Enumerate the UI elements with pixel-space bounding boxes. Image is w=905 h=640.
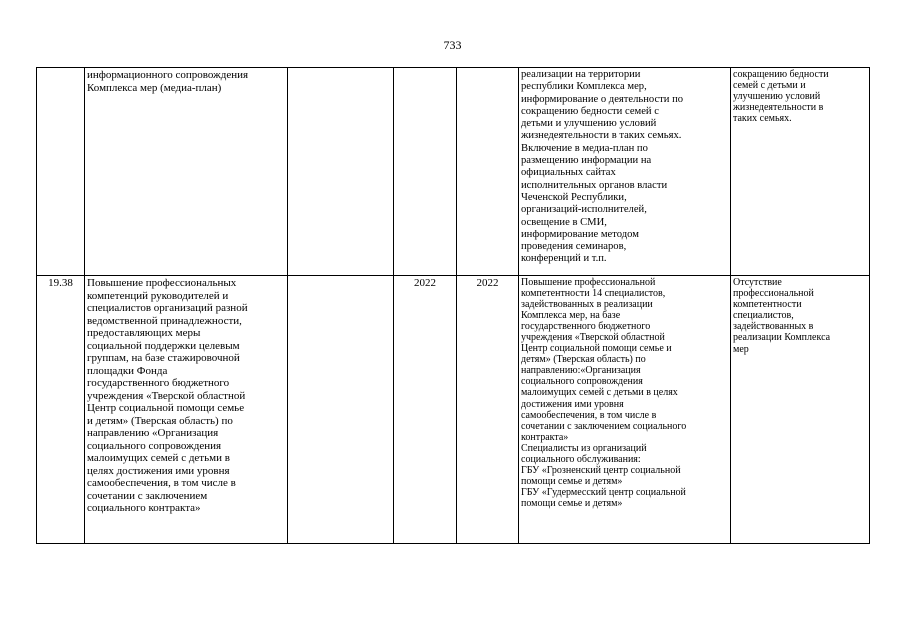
text-line: улучшению условий xyxy=(733,91,821,103)
row-number-cell: 19.38 xyxy=(37,276,85,544)
text-line: Повышение профессиональной xyxy=(521,277,656,288)
text-line: Повышение профессиональных xyxy=(87,277,237,289)
problem-cell xyxy=(731,276,870,544)
text-line: Чеченской Республики, xyxy=(521,191,627,203)
text-line: социального контракта» xyxy=(87,502,201,514)
text-line: семей с детьми и xyxy=(733,80,806,92)
text-line: таких семьях. xyxy=(733,113,792,125)
text-line: задействованных в реализации xyxy=(521,299,653,311)
result-cell xyxy=(519,68,731,276)
text-line: ГБУ «Грозненский центр социальной xyxy=(521,464,681,476)
text-line: контракта» xyxy=(521,431,569,443)
text-line: информирование методом xyxy=(521,228,639,240)
text-line: Комплекса мер, на базе xyxy=(521,310,621,322)
table-row xyxy=(37,276,870,544)
measures-table xyxy=(36,67,870,544)
text-line: реализации на территории xyxy=(521,69,641,80)
text-line: самообеспечения, в том числе в xyxy=(521,409,657,421)
blank-cell xyxy=(288,276,394,544)
text-line: социального обслуживания: xyxy=(521,453,641,465)
problem-cell xyxy=(731,68,870,276)
row-number-cell xyxy=(37,68,85,276)
text-line: жизнедеятельности в таких семьях. xyxy=(521,130,682,142)
text-line: направлению «Организация xyxy=(87,427,219,439)
text-line: размещению информации на xyxy=(521,155,652,167)
text-line: мер xyxy=(733,343,749,355)
text-line: сокращению бедности семей с xyxy=(521,105,659,117)
text-line: республики Комплекса мер, xyxy=(521,81,647,93)
text-line: государственного бюджетного xyxy=(521,321,651,333)
text-line: специалистов организаций разной xyxy=(87,302,248,314)
description-cell xyxy=(85,68,288,276)
text-line: учреждения «Тверской областной xyxy=(87,389,246,402)
text-line: целях достижения ими уровня xyxy=(87,464,230,477)
text-line: детьми и улучшению условий xyxy=(521,118,657,130)
start-year-cell xyxy=(394,68,457,276)
page-number: 733 xyxy=(443,38,462,52)
text-line: группам, на базе стажировочной xyxy=(87,352,240,364)
start-year-cell: 2022 xyxy=(394,276,457,544)
text-line: социального сопровождения xyxy=(87,439,222,452)
text-line: социальной поддержки целевым xyxy=(87,339,240,352)
text-line: компетентности 14 специалистов, xyxy=(521,288,666,300)
text-line: государственного бюджетного xyxy=(87,377,230,389)
text-line: ведомственной принадлежности, xyxy=(87,314,242,327)
text-line: малоимущих семей с детьми в целях xyxy=(521,387,678,399)
blank-cell xyxy=(288,68,394,276)
text-line: информационного сопровождения xyxy=(87,69,249,81)
text-line: социального сопровождения xyxy=(521,376,643,388)
end-year-cell xyxy=(457,68,519,276)
text-line: Специалисты из организаций xyxy=(521,442,647,454)
text-line: компетентности xyxy=(733,299,802,311)
text-line: площадки Фонда xyxy=(87,364,168,377)
text-line: сокращению бедности xyxy=(733,69,829,80)
text-line: задействованных в xyxy=(733,321,814,333)
text-line: Комплекса мер (медиа-план) xyxy=(87,81,222,94)
text-line: специалистов, xyxy=(733,310,794,322)
text-line: предоставляющих меры xyxy=(87,327,201,339)
text-line: информирование о деятельности по xyxy=(521,93,684,105)
text-line: учреждения «Тверской областной xyxy=(521,332,665,344)
text-line: помощи семье и детям» xyxy=(521,497,623,509)
text-line: сочетании с заключением социального xyxy=(521,420,687,432)
text-line: и детям» (Тверская область) по xyxy=(87,414,233,427)
text-line: малоимущих семей с детьми в xyxy=(87,452,230,464)
text-line: реализации Комплекса xyxy=(733,332,831,344)
text-line: компетенций руководителей и xyxy=(87,289,229,302)
text-line: помощи семье и детям» xyxy=(521,475,623,487)
text-line: достижения ими уровня xyxy=(521,398,624,410)
text-line: сочетании с заключением xyxy=(87,489,208,502)
text-line: детям» (Тверская область) по xyxy=(521,354,646,366)
text-line: организаций-исполнителей, xyxy=(521,204,647,216)
text-line: профессиональной xyxy=(733,288,814,300)
text-line: жизнедеятельности в xyxy=(733,102,824,114)
text-line: направлению:«Организация xyxy=(521,365,641,377)
text-line: освещение в СМИ, xyxy=(521,216,607,228)
text-line: официальных сайтах xyxy=(521,167,616,179)
text-line: Включение в медиа-план по xyxy=(521,142,648,154)
text-line: конференций и т.п. xyxy=(521,253,607,265)
text-line: исполнительных органов власти xyxy=(521,179,668,191)
text-line: Центр социальной помощи семье и xyxy=(521,343,672,355)
text-line: ГБУ «Гудермесский центр социальной xyxy=(521,486,686,498)
description-cell xyxy=(85,276,288,544)
result-cell xyxy=(519,276,731,544)
text-line: проведения семинаров, xyxy=(521,241,627,253)
end-year-cell: 2022 xyxy=(457,276,519,544)
text-line: Отсутствие xyxy=(733,277,782,288)
text-line: Центр социальной помощи семье xyxy=(87,402,245,414)
table-row xyxy=(37,68,870,276)
text-line: самообеспечения, в том числе в xyxy=(87,477,236,489)
